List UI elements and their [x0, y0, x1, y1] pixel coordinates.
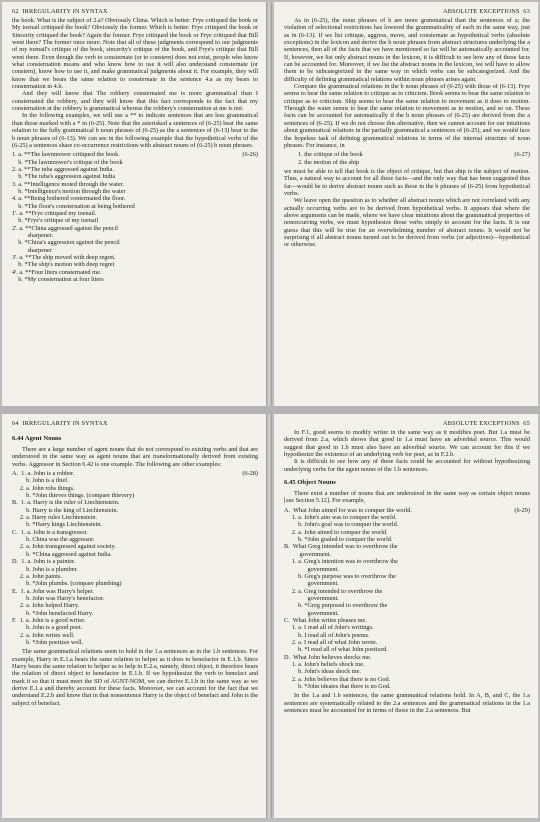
example-line: b. *The floor's consternation at being bothered: [12, 202, 135, 210]
page-64: [2, 414, 266, 818]
paragraph: In the following examples, we will use a ** to indicate sentences that are less grammatical than those marked with a * in (6-25). Note that the asterisked a sentences of (6-25) bear the same relation to the fully grammatical b noun phrases of (6-25) as the a sentences of (6-13) bear to the b noun phrases of (6-13). We can see in the following example that the hypothetical verbs of the (6-25) a sentences share co-occurrence restrictions with abstract nouns of (6-25) b noun phrases.: [12, 112, 258, 149]
paragraph: we must be able to tell that book is the object of critique, but that ship is the subject of motion. Thus, a natural way to account for all these facts—and the only way that has been suggested thus far—would be to derive abstract nouns such as these in the b phrases of (6-25) from hypothetical verbs.: [284, 167, 530, 197]
example-number: (6-27): [514, 151, 530, 159]
example-line: government.: [284, 565, 339, 573]
example-line: 1. a. John's aim was to conquer the world.: [284, 514, 397, 522]
header-title: ABSOLUTE EXCEPTIONS: [442, 8, 520, 15]
example-line: A. What John aimed for was to conquer the world.: [284, 506, 412, 514]
example-line: b. *John poetizes well.: [12, 638, 84, 646]
example-line: 1. a. I read all of John's writings.: [284, 624, 374, 632]
header-title: IRREGULARITY IN SYNTAX: [22, 8, 108, 15]
example-line: b. *John plumbs. (compare plumbing): [12, 580, 122, 588]
paragraph: As in (6-25), the noun phrases of b are more grammatical than the sentences of a; the violation of selectional restrictions has lowered the grammaticality of each in the same way, just as in (6-13). If we list critique, aggress, move, and consternate as hypothetical verbs (absolute exceptions) in the lexicon and derive the b noun phrases from abstract structures underlying the a sentences, then all of the facts that we have mentioned so far will be automatically accounted for. If, however, we list only abstract nouns in the lexicon, it is difficult to see how any of these facts can be accounted for. Moreover, if we list the abstract nouns in the lexicon, we will have to allow them to be subcategorized in the same way in which verbs can be subcategorized. And the difficulty of defining grammatical relations within noun phrases arises again.: [284, 17, 530, 83]
example-line: D. What John believes shocks me.: [284, 653, 372, 661]
example-number: (6-29): [514, 506, 530, 514]
example-line: b. I read all of John's poems.: [284, 631, 370, 639]
example-line: 1. a. John's beliefs shock me.: [284, 660, 365, 668]
example-line: 2. the motion of the ship: [298, 158, 360, 166]
example-line: b. *John ideates that there is no God.: [284, 683, 391, 690]
example-line: b. *Intelligence's motion through the water: [12, 187, 126, 195]
example-line: 1. a. Greg's intention was to overthrow the: [284, 558, 398, 566]
example-line: b. John's ideas shock me.: [284, 668, 361, 676]
example-line: 2. a. **The tuba aggressed against India.: [12, 165, 114, 173]
page-number: 65: [523, 420, 530, 427]
example-line: b. China was the aggressor.: [12, 536, 95, 544]
example-line: 1'. a. **Frye critiqued my toenail.: [12, 209, 97, 217]
example-line: b. *John goaled to conquer the world.: [284, 536, 393, 544]
running-header: [284, 8, 530, 17]
example-line: government.: [284, 550, 332, 558]
paragraph: In F.1, good seems to modify writer in the same way as it modifies poet. But 1.a must be derived from 2.a, which shows that good in 1.a must have an adverbial source. This would suggest that good in 1.b must also have an adverbial source. We can account for this if we hypothesize the existence of an underlying verb for poet, as in F.2.b.: [284, 429, 530, 459]
example-number: (6-26): [242, 151, 258, 159]
example-line: b. *John benefacted Harry.: [12, 609, 94, 617]
book-gutter-bottom: [266, 414, 272, 818]
example-line: b. John was Harry's benefactor.: [12, 594, 105, 602]
section-heading: 6.44 Agent Nouns: [12, 435, 62, 442]
example-line: 2. a. John transgressed against society.: [12, 543, 116, 551]
example-line: sharpener: [12, 246, 52, 254]
scan-gap: [0, 406, 540, 414]
example-line: 2. a. John helped Harry.: [12, 602, 80, 610]
example-line: b. John is a plumber.: [12, 565, 78, 573]
example-line: A. 1. a. John is a robber.: [12, 470, 75, 478]
book-gutter-top: [266, 2, 272, 406]
example-line: 2. a. Harry rules Liechtenstein.: [12, 514, 98, 522]
example-line: F. 1. a. John is a good writer.: [12, 616, 86, 624]
example-line: 2. a. I read all of what John wrote.: [284, 638, 378, 646]
example-line: government.: [284, 580, 339, 588]
page-62: [2, 2, 266, 406]
paragraph: There exist a number of nouns that are understood in the same way as certain object nouns [see Section 5.12]. For example,: [284, 490, 530, 505]
example-line: b. *The ship's motion with deep regret: [12, 261, 115, 269]
example-line: 2. a. John aimed to conquer the world.: [284, 528, 388, 536]
example-line: 2. a. Greg intended to overthrow the: [284, 587, 383, 595]
example-line: 2'. a. **China aggressed against the pencil: [12, 224, 118, 232]
example-line: b. *John thieves things. (compare thievery): [12, 492, 135, 500]
example-line: 2. a. John robs things.: [12, 484, 75, 492]
example-line: C. 1. a. John is a transgressor.: [12, 528, 88, 536]
paragraph: Compare the grammatical relations in the b noun phrases of (6-25) with those of (6-13). Frye seems to bear the same relation to critique as to criticism. Book seems to bear the same relation to critique as to criticism. Ship seems to bear the same relation to movement as it does to motion. Through the water seems to bear the same relation to movement as to motion, and so on. These facts can be accounted for automatically if the b noun phrases of (6-25) are derived from the a sentences of (6-25). If we do not choose this alternative, then we cannot account for our intuitions about grammatical relations in the partially grammatical a sentences of (6-25), and we would face the hopeless task of defining grammatical relations in terms of the internal structure of noun phrases. For instance, in: [284, 83, 530, 149]
example-line: B. 1. a. Harry is the ruler of Liechtenstein.: [12, 499, 120, 507]
running-header: [12, 420, 258, 429]
example-block: [284, 151, 530, 166]
example-line: b. *China's aggression against the pencil: [12, 239, 120, 247]
example-line: b. *My consternation at four liters: [12, 276, 104, 284]
paragraph: We leave open the question as to whether all abstract nouns which are not correlated with any actually occurring verbs are to be derived from hypothetical verbs. It appears that where the above arguments can be made, where we have clear intuitions about the grammatical properties of nonoccurring verbs, we must hypothesize those verbs simply to account for the facts. It is our guess that this will be true for an overwhelming number of abstract nouns. It would not be surprising if all abstract nouns turned out to be derived from verbs (or adjectives)—hypothetical or otherwise.: [284, 197, 530, 249]
example-block: [284, 507, 530, 691]
paragraph: And they will know that The robbery consternated me is more grammatical than I consternated the robbery, and they will know that this fact corresponds to the fact that my consternation at the robbery is grammatical whereas the robbery's consternation at me is not.: [12, 90, 258, 113]
header-title: ABSOLUTE EXCEPTIONS: [442, 420, 520, 427]
example-line: 4'. a. **Four liters consternated me.: [12, 268, 102, 276]
example-line: b. *Frye's critique of my toenail: [12, 217, 99, 225]
example-line: D. 1. a. John is a painter.: [12, 558, 76, 566]
example-line: b. John is a good poet.: [12, 624, 83, 632]
example-line: E. 1. a. John was Harry's helper.: [12, 587, 94, 595]
page-63: [274, 2, 538, 406]
running-header: [284, 420, 530, 429]
example-line: b. John is a thief.: [12, 477, 69, 485]
paragraph: In the 1.a and 1.b sentences, the same grammatical relations hold. In A, B, and C, the 1.a sentences are systematically related to the 2.a sentences and the grammatical relations in the 1.a sentences must be accounted for in terms of those in the 2.a sentences. But: [284, 692, 530, 715]
example-block: [12, 151, 258, 283]
page-number: 64: [12, 420, 19, 427]
section-heading: 6.45 Object Nouns: [284, 479, 336, 487]
example-line: 2. a. John writes well.: [12, 631, 75, 639]
example-line: sharpener.: [12, 231, 54, 239]
example-line: b. *Harry kings Liechtenstein.: [12, 521, 102, 529]
example-line: 2. a. John paints.: [12, 572, 62, 580]
example-line: b. *The lawnmower's critique of the book: [12, 158, 123, 166]
example-line: government.: [284, 594, 339, 602]
paragraph: the book. What is the subject of 2.a? Obviously China. Which is better: Frye critiqued the book or My toenail critiqued the book? Obviously the former. Which is better: Frye critiqued the book or Sincerity critiqued the book? Again the former. Frye critiqued the book or Frye critiqued that Bill went there? The former once more. Note that all of these judgments correspond to our judgments of my toenail's critique of the book, sincerity's critique of the book, and Frye's critique that Bill went there. Even though the verb to consternate (or to constern) does not exist, people who know what consternation means and who know how to use it will also understand consternate (or constern), know how to use it, and make grammatical judgments about it. For example, they will know that we bears the same relation to consternate in the sentence 4.a as my bears to consternation in 4.b.: [12, 17, 258, 91]
paragraph: The same grammatical relations seem to hold in the 1.a sentences as in the 1.b sentences. For example, Harry in E.1.a bears the same relation to helper as it does to benefactor in E.1.b. Since Harry bears the same relation to helper as to help in E.2.a, namely, direct object, it therefore bears the relation of direct object to benefactor in E.1.b. If we hypothesize the verb to benefact and mark it so that it must meet the SD of AGNT-NOM, we can derive E.1.b in the same way as we derive E.1.a and thereby account for these facts. Moreover, we can account for the fact that we understand E.2.b and know that in that nonsentence Harry is the object of benefact and John is the subject of benefact.: [12, 648, 258, 707]
header-title: IRREGULARITY IN SYNTAX: [22, 420, 108, 427]
example-line: b. *China aggressed against India.: [12, 550, 112, 558]
running-header: [12, 8, 258, 17]
example-line: b. Greg's purpose was to overthrow the: [284, 572, 396, 580]
example-line: b. John's goal was to conquer the world.: [284, 521, 399, 529]
paragraph: It is difficult to see how any of these facts could be accounted for without hypothesizing underlying verbs for the agent nouns of the 1.b sentences.: [284, 458, 530, 473]
example-line: 4. a. **Being bothered contermated the floor.: [12, 195, 126, 203]
example-line: 2. a. John believes that there is no God.: [284, 675, 391, 683]
example-line: 1. the critique of the book: [298, 151, 363, 159]
example-block: [12, 470, 258, 646]
example-line: C. What John writes pleases me.: [284, 616, 367, 624]
example-line: b. *The tuba's aggression against India: [12, 173, 116, 181]
page-65: [274, 414, 538, 818]
paragraph: There are a large number of agent nouns that do not correspond to existing verbs and that are understood in the same way as agent nouns that are transformationally derived from existing verbs. Aggressor in Section 6.42 is one example. The following are other examples:: [12, 446, 258, 468]
example-line: b. *Greg purposed to overthrow the: [284, 602, 388, 610]
example-line: 3'. a. **The ship moved with deep regret.: [12, 254, 116, 261]
example-line: government.: [284, 609, 339, 617]
page-number: 63: [523, 8, 530, 15]
example-line: 1. a. **The lawnmower critiqued the book.: [12, 151, 120, 159]
page-number: 62: [12, 8, 19, 15]
example-line: b. Harry is the king of Liechtenstein.: [12, 506, 119, 514]
example-number: (6-28): [242, 470, 258, 478]
example-line: b. *I read all of what John poetized.: [284, 646, 388, 654]
example-line: 3. a. **Intelligence moted through the water.: [12, 180, 124, 188]
example-line: B. What Greg intended was to overthrow the: [284, 543, 398, 551]
